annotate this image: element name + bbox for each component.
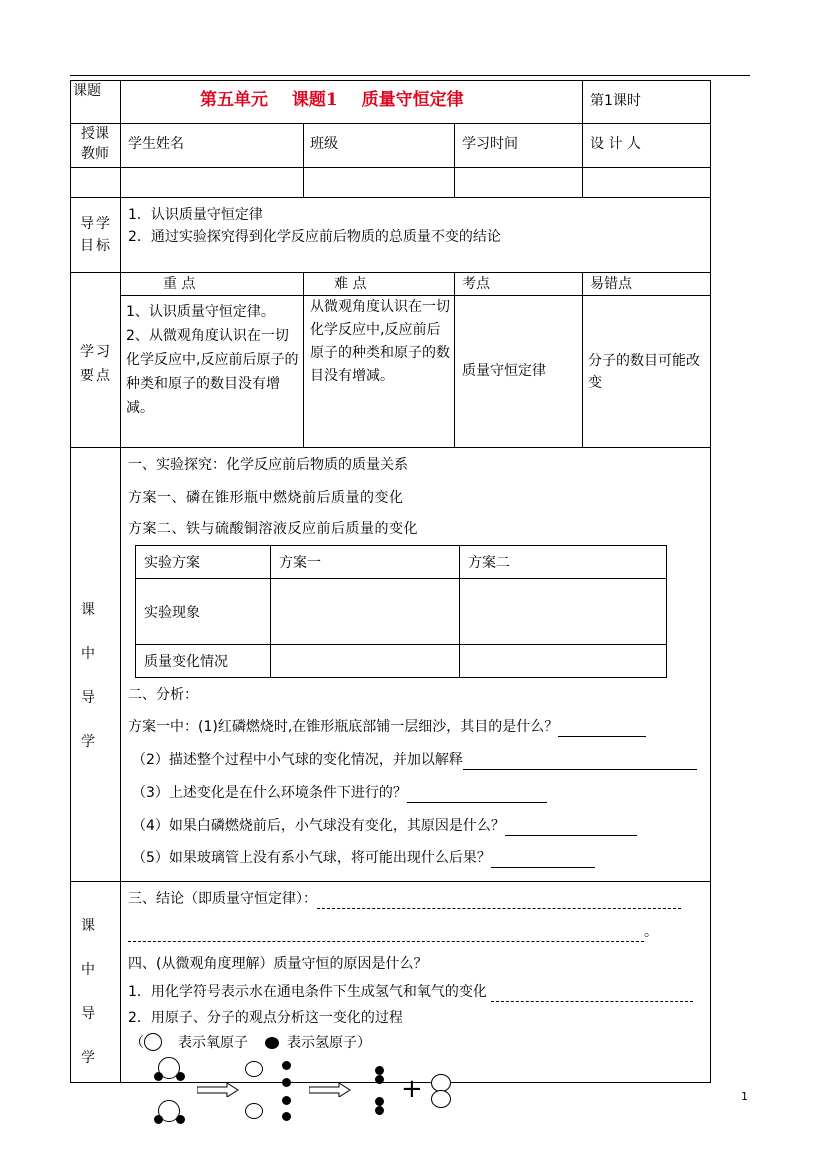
arrow-right-icon xyxy=(309,1083,351,1097)
table-border xyxy=(70,272,711,273)
header-focus: 重 点 xyxy=(163,276,196,292)
error-prone-text: 分子的数目可能改变 xyxy=(588,353,700,391)
table-border xyxy=(70,80,711,81)
table-border xyxy=(303,123,304,197)
header-exam-point: 考点 xyxy=(462,276,490,292)
exam-point-text: 质量守恒定律 xyxy=(462,363,546,379)
table-cell[interactable] xyxy=(460,645,667,678)
question-4: （4）如果白磷燃烧前后，小气球没有变化，其原因是什么？ xyxy=(132,818,505,834)
question-3-row xyxy=(132,783,547,803)
conclusion-heading: 三、结论（即质量守恒定律）： xyxy=(128,891,317,907)
conclusion-continued xyxy=(128,922,658,942)
hydrogen-atom-icon xyxy=(282,1096,291,1105)
difficulty-text: 从微观角度认识在一切化学反应中,反应前后原子的种类和原子的数目没有增减。 xyxy=(310,299,450,384)
hydrogen-atom-icon xyxy=(282,1112,291,1121)
question-3: （3）上述变化是在什么环境条件下进行的？ xyxy=(132,785,407,801)
goal-item-2: 2．通过实验探究得到化学反应前后物质的总质量不变的结论 xyxy=(128,229,501,245)
top-rule xyxy=(70,75,750,76)
experiment-table xyxy=(135,545,667,678)
table-header-plan: 实验方案 xyxy=(136,546,271,579)
plan-2: 方案二、铁与硫酸铜溶液反应前后质量的变化 xyxy=(128,521,418,537)
conclusion-row xyxy=(128,889,681,909)
legend-oxygen: 表示氧原子 xyxy=(178,1035,248,1051)
table-border xyxy=(710,80,711,1082)
answer-blank[interactable] xyxy=(317,894,681,909)
topic-label: 课题 xyxy=(73,83,101,99)
hydrogen-atom-icon xyxy=(176,1115,185,1124)
oxygen-atom-icon xyxy=(245,1103,263,1119)
table-border xyxy=(70,197,711,198)
section1-label: 课中导学 xyxy=(81,602,95,750)
legend-hydrogen: 表示氢原子） xyxy=(287,1035,371,1051)
question-5-row xyxy=(132,848,595,868)
oxygen-atom-icon xyxy=(245,1061,263,1077)
plus-sign: + xyxy=(401,1074,423,1104)
hydrogen-atom-icon xyxy=(282,1078,291,1087)
answer-blank[interactable] xyxy=(128,927,644,942)
arrow-right-icon xyxy=(197,1083,239,1097)
question-1: 方案一中：(1)红磷燃烧时,在锥形瓶底部铺一层细沙，其目的是什么？ xyxy=(128,719,559,735)
micro-item-2: 2．用原子、分子的观点分析这一变化的过程 xyxy=(128,1010,403,1026)
class-label: 班级 xyxy=(310,136,338,152)
hydrogen-atom-icon xyxy=(265,1037,279,1049)
hydrogen-atom-icon xyxy=(154,1115,163,1124)
focus-text: 1、认识质量守恒定律。 2、从微观角度认识在一切化学反应中,反应前后原子的种类和原子的数目没有增减。 xyxy=(126,304,299,416)
table-cell[interactable] xyxy=(271,645,460,678)
header-error-prone: 易错点 xyxy=(590,276,632,292)
table-border xyxy=(70,881,711,882)
question-2-row xyxy=(132,750,697,770)
table-border xyxy=(582,80,583,197)
header-difficulty: 难 点 xyxy=(334,276,367,292)
student-name-label: 学生姓名 xyxy=(128,136,184,152)
answer-blank[interactable] xyxy=(463,755,697,770)
question-2: （2）描述整个过程中小气球的变化情况，并加以解释 xyxy=(132,752,463,768)
page-title: 第五单元 课题1 质量守恒定律 xyxy=(200,90,464,110)
table-border xyxy=(120,80,121,1082)
answer-blank[interactable] xyxy=(491,853,595,868)
answer-blank[interactable] xyxy=(407,788,547,803)
goal-item-1: 1．认识质量守恒定律 xyxy=(128,207,263,223)
question-1-row xyxy=(128,717,646,737)
answer-blank[interactable] xyxy=(505,821,637,836)
table-cell[interactable] xyxy=(271,579,460,645)
hydrogen-atom-icon xyxy=(176,1072,185,1081)
heading-micro: 四、(从微观角度理解）质量守恒的原因是什么？ xyxy=(128,956,428,972)
table-header-plan2: 方案二 xyxy=(460,546,667,579)
plan-1: 方案一、磷在锥形瓶中燃烧前后质量的变化 xyxy=(128,490,404,506)
table-border xyxy=(70,1082,711,1083)
table-cell[interactable] xyxy=(460,579,667,645)
hydrogen-atom-icon xyxy=(375,1066,384,1075)
micro-item-1-row xyxy=(128,982,693,1002)
table-border xyxy=(454,123,455,197)
legend-open: （ xyxy=(130,1035,144,1051)
page-number: 1 xyxy=(741,1090,748,1103)
study-time-label: 学习时间 xyxy=(462,136,518,152)
period-label: 第1课时 xyxy=(590,93,641,109)
hydrogen-atom-icon xyxy=(375,1097,384,1106)
conclusion-end: 。 xyxy=(644,924,658,940)
table-border xyxy=(70,167,711,168)
table-border xyxy=(70,447,711,448)
hydrogen-atom-icon xyxy=(282,1061,291,1070)
answer-blank[interactable] xyxy=(558,722,646,737)
question-4-row xyxy=(132,816,637,836)
key-points-label: 学习要点 xyxy=(80,344,112,384)
oxygen-atom-icon xyxy=(144,1033,162,1051)
table-border xyxy=(70,123,711,124)
goals-label: 导学目标 xyxy=(80,216,112,254)
hydrogen-atom-icon xyxy=(154,1072,163,1081)
micro-item-1: 1．用化学符号表示水在通电条件下生成氢气和氧气的变化 xyxy=(128,984,487,1000)
oxygen-atom-icon xyxy=(431,1090,451,1108)
hydrogen-atom-icon xyxy=(375,1075,384,1084)
teacher-label: 授课教师 xyxy=(81,126,109,162)
table-row-phenomenon: 实验现象 xyxy=(136,579,271,645)
table-border xyxy=(303,272,304,447)
table-row-mass-change: 质量变化情况 xyxy=(136,645,271,678)
heading-analysis: 二、分析： xyxy=(128,687,198,703)
answer-blank[interactable] xyxy=(491,987,693,1002)
table-border xyxy=(582,272,583,447)
table-border xyxy=(454,272,455,447)
table-header-plan1: 方案一 xyxy=(271,546,460,579)
question-5: （5）如果玻璃管上没有系小气球，将可能出现什么后果？ xyxy=(132,850,491,866)
section2-label: 课中导学 xyxy=(81,918,95,1066)
heading-experiment: 一、实验探究：化学反应前后物质的质量关系 xyxy=(128,457,408,473)
hydrogen-atom-icon xyxy=(375,1106,384,1115)
table-border xyxy=(70,80,71,1082)
designer-label: 设 计 人 xyxy=(590,136,641,152)
